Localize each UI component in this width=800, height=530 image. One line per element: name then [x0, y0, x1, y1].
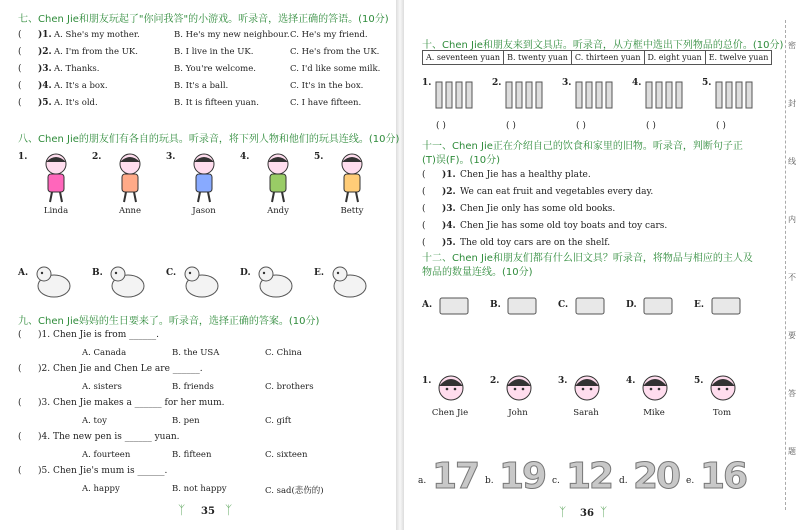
seal-line-text: 线 [788, 157, 796, 166]
option-c: C. China [265, 348, 302, 358]
item-number: 3. [562, 78, 572, 88]
person-name: Tom [712, 408, 732, 418]
option-a: A. It's a box. [54, 81, 108, 91]
answer-bracket: ( [18, 30, 22, 40]
sprout-icon: ᛉ [600, 505, 608, 519]
option-c: C. He's from the UK. [290, 47, 380, 57]
price-option: E. twelve yuan [708, 53, 769, 62]
seal-line-text: 答 [788, 389, 796, 398]
toy-label: B. [92, 268, 103, 278]
section-11-title-line1 [422, 140, 752, 168]
book-icon [712, 76, 758, 112]
number-label: c. [552, 476, 560, 486]
statement-text: Chen Jie only has some old books. [460, 204, 616, 214]
item-label: A. [422, 300, 433, 310]
answer-bracket: ( [18, 432, 22, 442]
statement-text: We can eat fruit and vegetables every day. [460, 187, 654, 197]
person-name: Sarah [573, 408, 599, 418]
option-b: B. It's a ball. [174, 81, 229, 91]
child-figure [330, 152, 374, 204]
child-figure [108, 152, 152, 204]
person-number: 3. [166, 152, 176, 162]
turtle-icon [106, 260, 148, 302]
statement-number: )4. [442, 221, 456, 231]
option-b: B. I live in the UK. [174, 47, 254, 57]
person-name: Mike [643, 408, 665, 418]
ruler-icon [638, 288, 678, 324]
question-number: )2. [38, 47, 52, 57]
seal-line-text: 题 [788, 447, 796, 456]
person-number: 3. [558, 376, 568, 386]
item-label: E. [694, 300, 704, 310]
pen-icon [570, 288, 610, 324]
price-option-box [422, 50, 772, 65]
sprout-icon: ᛉ [178, 503, 186, 517]
answer-bracket: ( [422, 238, 426, 248]
answer-bracket: ( [18, 466, 22, 476]
section-8-title: 八、Chen Jie的朋友们有各自的玩具。听录音，将下列人物和他们的玩具连线。(10分) [18, 134, 400, 145]
answer-bracket: ( [18, 330, 22, 340]
option-c: C. gift [265, 416, 292, 426]
option-b: B. He's my new neighbour. [174, 30, 290, 40]
toy-label: E. [314, 268, 324, 278]
option-c: C. sixteen [265, 450, 308, 460]
question-text: )1. Chen Jie is from ______. [38, 330, 159, 340]
answer-bracket: ( [18, 64, 22, 74]
statement-text: Chen Jie has a healthy plate. [460, 170, 591, 180]
option-a: A. Canada [82, 348, 127, 358]
seal-line-text: 密 [788, 41, 796, 50]
child-avatar [434, 372, 468, 406]
person-name: Jason [192, 206, 216, 216]
big-number: 16 [700, 456, 747, 497]
option-c: C. I'd like some milk. [290, 64, 381, 74]
child-figure [34, 152, 78, 204]
price-option: A. seventeen yuan [423, 51, 504, 64]
eraser-icon [572, 76, 618, 112]
question-number: )3. [38, 64, 52, 74]
question-number: )1. [38, 30, 52, 40]
option-b: B. the USA [172, 348, 220, 358]
person-number: 1. [422, 376, 432, 386]
number-label: e. [686, 476, 695, 486]
answer-bracket: ( [18, 47, 22, 57]
question-number: )4. [38, 81, 52, 91]
person-name: Andy [267, 206, 289, 216]
big-number: 12 [566, 456, 613, 497]
answer-bracket: ( [422, 204, 426, 214]
section-10-title: 十、Chen Jie和朋友来到文具店。听录音，从方框中选出下列物品的总价。(10分) [422, 40, 784, 51]
child-figure [256, 152, 300, 204]
pencil-icon [502, 288, 542, 324]
answer-blank: ( ) [716, 121, 726, 131]
answer-blank: ( ) [436, 121, 446, 131]
price-option: C. thirteen yuan [572, 51, 645, 64]
option-b: B. You're welcome. [174, 64, 256, 74]
eraser-icon [434, 288, 474, 324]
answer-blank: ( ) [506, 121, 516, 131]
number-label: a. [418, 476, 427, 486]
person-name: Linda [43, 206, 69, 216]
statement-text: The old toy cars are on the shelf. [460, 238, 611, 248]
seal-line-text: 内 [788, 215, 796, 224]
item-number: 2. [492, 78, 502, 88]
option-b: B. pen [172, 416, 200, 426]
statement-number: )5. [442, 238, 456, 248]
option-a: A. She's my mother. [54, 30, 140, 40]
statement-number: )2. [442, 187, 456, 197]
section-9-title: 九、Chen Jie妈妈的生日要来了。听录音，选择正确的答案。(10分) [18, 316, 320, 327]
person-name: John [508, 408, 528, 418]
seal-line-text: 要 [788, 331, 796, 340]
child-avatar [502, 372, 536, 406]
person-number: 1. [18, 152, 28, 162]
toy-label: D. [240, 268, 251, 278]
child-avatar [706, 372, 740, 406]
answer-blank: ( ) [576, 121, 586, 131]
item-label: D. [626, 300, 637, 310]
fox-icon [180, 260, 222, 302]
notebook-icon [706, 288, 746, 324]
item-label: B. [490, 300, 501, 310]
statement-number: )1. [442, 170, 456, 180]
number-label: b. [485, 476, 494, 486]
answer-bracket: ( [422, 170, 426, 180]
price-option: D. eight yuan [645, 51, 706, 64]
section-11-title: 十一、Chen Jie正在介绍自己的饮食和家里的旧物。听录音，判断句子正(T)误(F)。(10分) [422, 141, 743, 166]
item-number: 1. [422, 78, 432, 88]
question-text: )3. Chen Jie makes a ______ for her mum. [38, 398, 225, 408]
big-number: 19 [499, 456, 546, 497]
option-a: A. sisters [82, 382, 122, 392]
number-label: d. [619, 476, 628, 486]
answer-bracket: ( [18, 98, 22, 108]
option-a: A. It's old. [54, 98, 98, 108]
answer-bracket: ( [422, 187, 426, 197]
price-option: B. twenty yuan [504, 51, 572, 64]
book-gutter [396, 0, 404, 530]
answer-bracket: ( [18, 81, 22, 91]
child-avatar [570, 372, 604, 406]
person-name: Anne [118, 206, 142, 216]
option-c: C. sad(悲伤的) [265, 486, 324, 496]
option-c: C. He's my friend. [290, 30, 368, 40]
big-number: 17 [432, 456, 479, 497]
option-a: A. toy [82, 416, 107, 426]
person-number: 4. [240, 152, 250, 162]
seal-line-text: 不 [788, 273, 796, 282]
option-c: C. brothers [265, 382, 314, 392]
toy-label: C. [166, 268, 177, 278]
person-number: 5. [314, 152, 324, 162]
option-c: C. It's in the box. [290, 81, 364, 91]
child-figure [182, 152, 226, 204]
dog-icon [254, 260, 296, 302]
sprout-icon: ᛉ [559, 505, 567, 519]
answer-bracket: ( [18, 364, 22, 374]
answer-bracket: ( [18, 398, 22, 408]
option-b: B. not happy [172, 484, 227, 494]
question-text: )5. Chen Jie's mum is ______. [38, 466, 168, 476]
answer-blank: ( ) [646, 121, 656, 131]
section-7-title: 七、Chen Jie和朋友玩起了"你问我答"的小游戏。听录音，选择正确的答语。(10分) [18, 14, 389, 25]
cat-icon [328, 260, 370, 302]
person-number: 4. [626, 376, 636, 386]
question-text: )4. The new pen is ______ yuan. [38, 432, 180, 442]
seal-line-text: 封 [788, 99, 796, 108]
question-number: )5. [38, 98, 52, 108]
statement-number: )3. [442, 204, 456, 214]
sprout-icon: ᛉ [225, 503, 233, 517]
person-name: Chen Jie [431, 408, 469, 418]
option-c: C. I have fifteen. [290, 98, 362, 108]
item-label: C. [558, 300, 569, 310]
item-number: 5. [702, 78, 712, 88]
seal-line [785, 20, 786, 510]
option-a: A. I'm from the UK. [54, 47, 138, 57]
person-number: 5. [694, 376, 704, 386]
ruler-icon [432, 76, 478, 112]
answer-bracket: ( [422, 221, 426, 231]
option-b: B. friends [172, 382, 214, 392]
pen-icon [502, 76, 548, 112]
crayon-icon [642, 76, 688, 112]
person-name: Betty [340, 206, 364, 216]
option-a: A. fourteen [82, 450, 131, 460]
person-number: 2. [92, 152, 102, 162]
question-text: )2. Chen Jie and Chen Le are ______. [38, 364, 203, 374]
person-number: 2. [490, 376, 500, 386]
item-number: 4. [632, 78, 642, 88]
statement-text: Chen Jie has some old toy boats and toy cars. [460, 221, 668, 231]
big-number: 20 [633, 456, 680, 497]
option-b: B. fifteen [172, 450, 212, 460]
section-12-title: 十二、Chen Jie和朋友们都有什么旧文具？听录音，将物品与相应的主人及物品的数量连线。(10分) [422, 253, 753, 278]
page-number: 36 [580, 508, 594, 519]
child-avatar [638, 372, 672, 406]
toy-label: A. [18, 268, 29, 278]
option-a: A. happy [82, 484, 120, 494]
right-page [404, 0, 800, 530]
duck-icon [32, 260, 74, 302]
option-b: B. It is fifteen yuan. [174, 98, 259, 108]
page-number: 35 [201, 506, 215, 517]
option-a: A. Thanks. [54, 64, 100, 74]
